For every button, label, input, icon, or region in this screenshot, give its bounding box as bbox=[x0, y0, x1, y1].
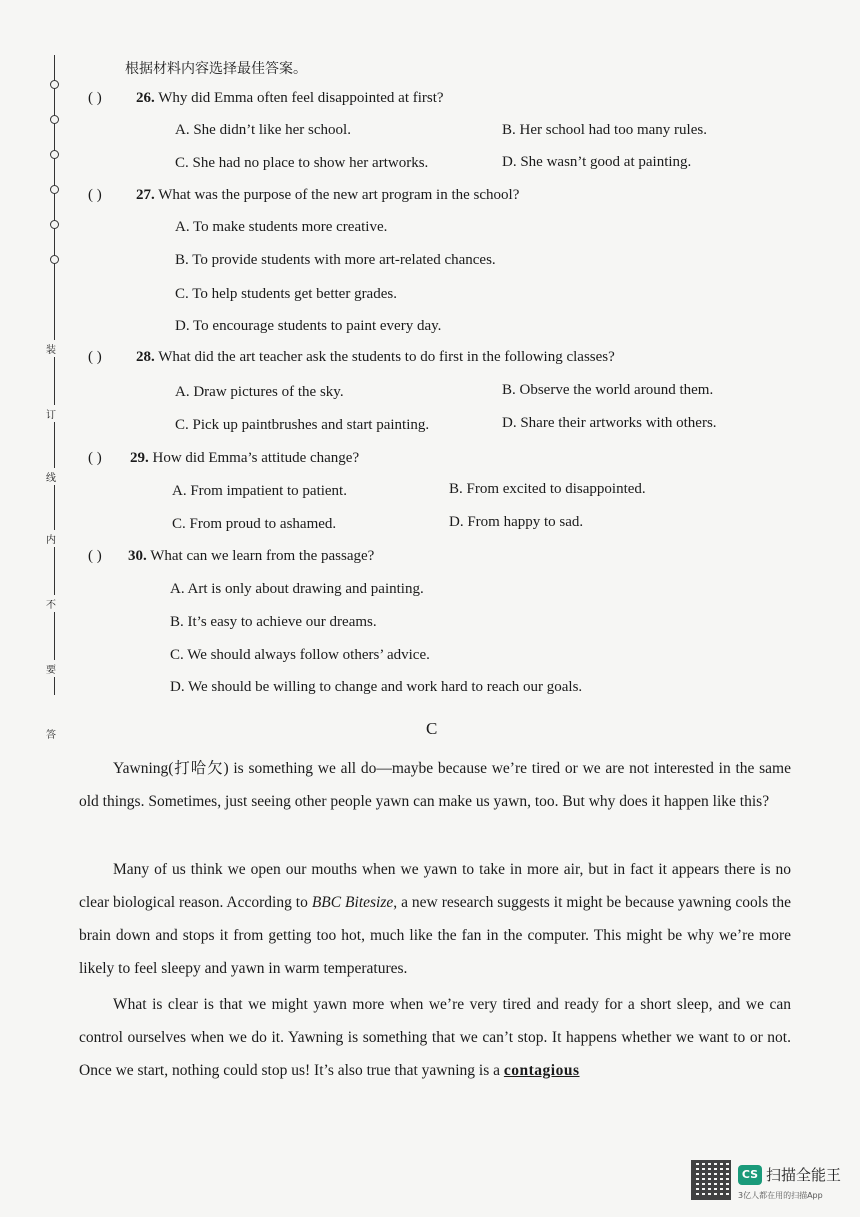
question-number: 28. bbox=[136, 349, 155, 365]
margin-char: 内 bbox=[46, 530, 56, 547]
answer-blank[interactable]: ( ) bbox=[88, 548, 102, 564]
margin-char: 不 bbox=[46, 595, 56, 612]
watermark-subtitle: 3亿人都在用的扫描App bbox=[738, 1191, 823, 1200]
option-d: D. To encourage students to paint every day. bbox=[175, 318, 442, 334]
question-28 bbox=[88, 349, 615, 366]
option-b: B. To provide students with more art-related chances. bbox=[175, 252, 496, 268]
option-c: C. She had no place to show her artworks. bbox=[175, 155, 429, 171]
margin-char: 线 bbox=[46, 468, 56, 485]
option-c: C. From proud to ashamed. bbox=[172, 516, 337, 532]
option-a: A. From impatient to patient. bbox=[172, 483, 347, 499]
question-27 bbox=[88, 187, 519, 204]
binding-hole bbox=[50, 150, 59, 159]
question-29 bbox=[88, 450, 359, 467]
binding-hole bbox=[50, 185, 59, 194]
paragraph-text: , a new research suggests it might be because yawning cools the brain down and stops it from getting too hot, much like the fan in the computer. This might be why we’re more likely to feel sleepy and yawn in warm temperatures. bbox=[79, 894, 791, 977]
camscanner-logo-icon: CS bbox=[738, 1165, 762, 1185]
question-number: 29. bbox=[130, 450, 149, 466]
question-number: 26. bbox=[136, 90, 155, 106]
answer-blank[interactable]: ( ) bbox=[88, 450, 102, 466]
option-d: D. From happy to sad. bbox=[449, 514, 584, 530]
question-number: 27. bbox=[136, 187, 155, 203]
paragraph-text: What is clear is that we might yawn more when we’re very tired and ready for a short sleep, and we can control ourselves when we do it. Yawning is something that we can’t stop. It happens whether we want to or not. Once we start, nothing could stop us! It’s also true that yawning is a bbox=[79, 996, 791, 1079]
binding-hole bbox=[50, 220, 59, 229]
option-b: B. Observe the world around them. bbox=[502, 382, 714, 398]
option-d: D. Share their artworks with others. bbox=[502, 415, 717, 431]
option-b: B. Her school had too many rules. bbox=[502, 122, 707, 138]
qr-code-icon bbox=[691, 1160, 731, 1200]
question-text: What did the art teacher ask the students to do first in the following classes? bbox=[158, 349, 615, 365]
margin-char: 订 bbox=[46, 405, 56, 422]
passage-paragraph-2 bbox=[79, 853, 791, 985]
question-text: What can we learn from the passage? bbox=[150, 548, 375, 564]
question-text: What was the purpose of the new art program in the school? bbox=[158, 187, 520, 203]
question-26 bbox=[88, 90, 444, 107]
source-title: BBC Bitesize bbox=[311, 894, 394, 911]
underlined-word: contagious bbox=[503, 1062, 580, 1079]
option-a: A. Art is only about drawing and painting. bbox=[170, 581, 424, 597]
option-c: C. Pick up paintbrushes and start painting. bbox=[175, 417, 430, 433]
paragraph-text: Many of us think we open our mouths when we yawn to take in more air, but in fact it appears there is no clear biological reason. According to bbox=[79, 861, 791, 911]
question-text: How did Emma’s attitude change? bbox=[152, 450, 360, 466]
binding-hole bbox=[50, 255, 59, 264]
margin-char: 装 bbox=[46, 340, 56, 357]
watermark-title: 扫描全能王 bbox=[766, 1166, 842, 1184]
option-d: D. She wasn’t good at painting. bbox=[502, 154, 692, 170]
passage-paragraph-1: Yawning(打哈欠) is something we all do—maybe because we’re tired or we are not interested in the same old things. Sometimes, just seeing other people yawn can make us yawn, too. But why does it happen like this? bbox=[79, 760, 791, 810]
margin-char: 要 bbox=[46, 660, 56, 677]
binding-hole bbox=[50, 115, 59, 124]
passage-paragraph-3 bbox=[79, 988, 791, 1087]
option-b: B. It’s easy to achieve our dreams. bbox=[170, 614, 377, 630]
answer-blank[interactable]: ( ) bbox=[88, 90, 102, 106]
question-text: Why did Emma often feel disappointed at first? bbox=[158, 90, 444, 106]
question-30 bbox=[88, 548, 374, 565]
margin-char: 答 bbox=[46, 725, 56, 742]
answer-blank[interactable]: ( ) bbox=[88, 187, 102, 203]
option-d: D. We should be willing to change and work hard to reach our goals. bbox=[170, 679, 583, 695]
option-a: A. To make students more creative. bbox=[175, 219, 388, 235]
option-a: A. She didn’t like her school. bbox=[175, 122, 351, 138]
question-number: 30. bbox=[128, 548, 147, 564]
option-c: C. To help students get better grades. bbox=[175, 286, 397, 302]
instruction: 根据材料内容选择最佳答案。 bbox=[125, 61, 307, 77]
binding-hole bbox=[50, 80, 59, 89]
option-c: C. We should always follow others’ advice. bbox=[170, 647, 430, 663]
section-label: C bbox=[426, 719, 438, 738]
answer-blank[interactable]: ( ) bbox=[88, 349, 102, 365]
option-b: B. From excited to disappointed. bbox=[449, 481, 646, 497]
option-a: A. Draw pictures of the sky. bbox=[175, 384, 344, 400]
